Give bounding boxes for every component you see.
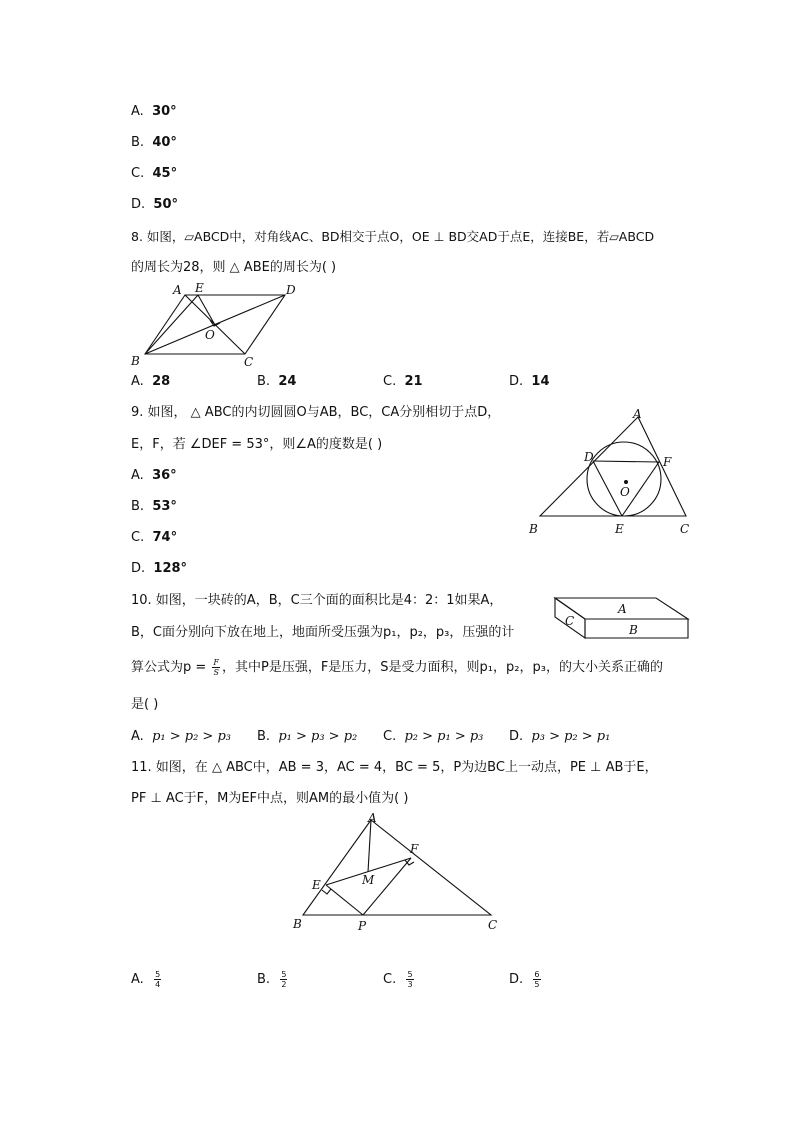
q9-label-d: D	[584, 450, 594, 464]
q10-option-d: D. p₃ > p₂ > p₁	[509, 729, 611, 744]
q8-option-b: B. 24	[257, 374, 297, 389]
q10-stem-line3: 算公式为p = $\frac{F}{S}$ ，其中P是压强，F是压力，S是受力面积，则p₁，p₂，p₃，的大小关系正确的	[131, 658, 663, 677]
q7-option-d: D. 50°	[131, 197, 179, 212]
q10-label-b: B	[629, 623, 638, 637]
q8-label-e: E	[195, 281, 204, 295]
q11-label-a: A	[368, 811, 377, 825]
q9-stem-line2: E，F，若 ∠DEF = 53°，则∠A的度数是( )	[131, 437, 383, 452]
q10-label-c: C	[565, 614, 575, 628]
q8-stem-line2: 的周长为28，则 △ ABE的周长为( )	[131, 260, 337, 275]
q11-right-triangle-figure	[286, 808, 506, 936]
q11-label-c: C	[488, 918, 498, 932]
q11-stem-line1: 11. 如图，在 △ ABC中，AB = 3，AC = 4，BC = 5，P为边BC上一动点，PE ⊥ AB于E，	[131, 760, 658, 775]
q11-label-b: B	[293, 917, 302, 931]
q8-option-c: C. 21	[383, 374, 423, 389]
q9-label-b: B	[529, 522, 538, 536]
q10-option-b: B. p₁ > p₃ > p₂	[257, 729, 358, 744]
q7-option-a: A. 30°	[131, 104, 177, 119]
q8-label-c: C	[244, 355, 254, 369]
q8-label-o: O	[205, 328, 215, 342]
q10-brick-figure	[550, 588, 695, 646]
q8-parallelogram-figure	[128, 280, 308, 370]
q11-option-a: A. $\frac{5}{4}$	[131, 970, 161, 989]
q8-label-a: A	[173, 283, 182, 297]
q8-option-d: D. 14	[509, 374, 550, 389]
q9-label-o: O	[620, 485, 630, 499]
q8-option-a: A. 28	[131, 374, 171, 389]
q9-option-c: C. 74°	[131, 530, 178, 545]
q10-stem-line4: 是( )	[131, 697, 159, 712]
q10-formula-fraction: $\frac{F}{S}$	[213, 658, 219, 677]
q11-stem-line2: PF ⊥ AC于F，M为EF中点，则AM的最小值为( )	[131, 791, 409, 806]
q10-stem-line1: 10. 如图，一块砖的A，B，C三个面的面积比是4：2：1如果A，	[131, 593, 503, 608]
q9-label-c: C	[680, 522, 690, 536]
q10-option-a: A. p₁ > p₂ > p₃	[131, 729, 231, 744]
q9-label-e: E	[615, 522, 624, 536]
q11-option-d: D. $\frac{6}{5}$	[509, 970, 540, 989]
q11-label-f: F	[410, 842, 419, 856]
q9-label-f: F	[663, 455, 672, 469]
q9-stem-line1: 9. 如图， △ ABC的内切圆圆O与AB，BC，CA分别相切于点D，	[131, 405, 501, 420]
q11-label-m: M	[362, 873, 375, 887]
q10-stem-line2: B，C面分别向下放在地上，地面所受压强为p₁，p₂，p₃，压强的计	[131, 625, 515, 640]
q11-option-c: C. $\frac{5}{3}$	[383, 970, 413, 989]
q8-stem-line1: 8. 如图，▱ABCD中，对角线AC、BD相交于点O，OE ⊥ BD交AD于点E，连接BE，若▱ABCD	[131, 229, 655, 244]
q9-option-a: A. 36°	[131, 468, 177, 483]
q10-label-a: A	[618, 602, 627, 616]
q8-label-d: D	[286, 283, 296, 297]
q7-option-b: B. 40°	[131, 135, 177, 150]
q11-label-e: E	[312, 878, 321, 892]
q8-label-b: B	[131, 354, 140, 368]
q11-label-p: P	[358, 919, 367, 933]
q7-option-c: C. 45°	[131, 166, 178, 181]
q10-option-c: C. p₂ > p₁ > p₃	[383, 729, 484, 744]
q9-label-a: A	[633, 407, 642, 421]
q9-option-d: D. 128°	[131, 561, 188, 576]
q9-option-b: B. 53°	[131, 499, 177, 514]
q9-incircle-figure	[526, 404, 696, 539]
q11-option-b: B. $\frac{5}{2}$	[257, 970, 287, 989]
